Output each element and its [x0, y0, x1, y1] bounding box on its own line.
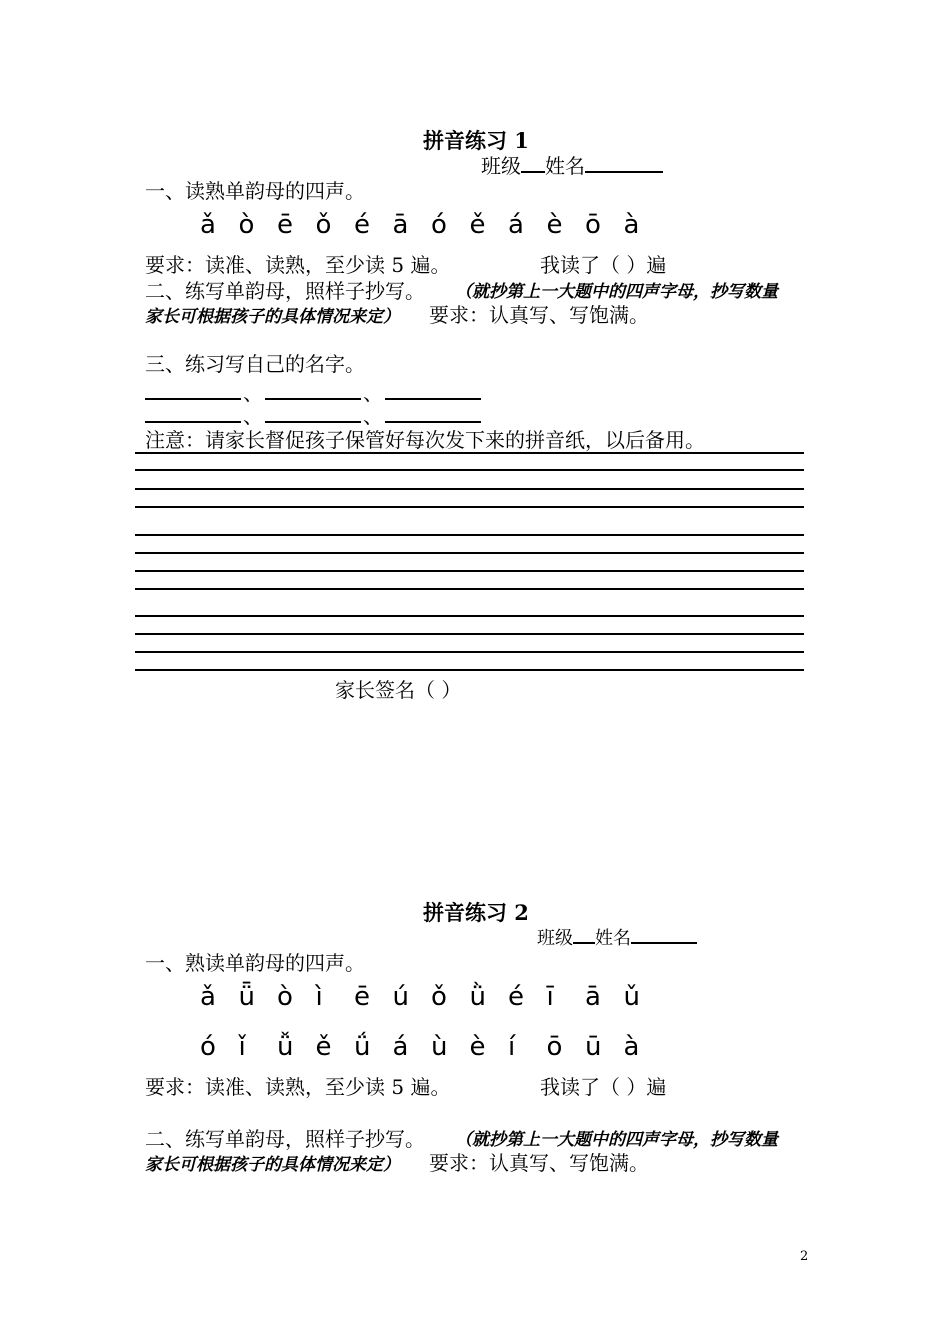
writing-line [135, 615, 804, 617]
pinyin-letter: è [546, 210, 563, 240]
pinyin-letter: é [508, 982, 524, 1012]
section1-pinyin-row [200, 210, 662, 240]
name-blank-4[interactable] [145, 421, 241, 423]
writing-line [135, 588, 804, 590]
separator: 、 [363, 404, 383, 428]
pinyin-letter: ō [585, 210, 601, 240]
pinyin-letter: á [508, 210, 524, 240]
class-blank[interactable] [573, 942, 595, 944]
section1-requirement: 要求：读准、读熟，至少读 5 遍。 [145, 253, 451, 277]
section2-q2-requirement: 要求：认真写、写饱满。 [429, 1151, 649, 1175]
section1-q3-heading: 三、练习写自己的名字。 [145, 352, 365, 376]
section1-q2-requirement: 要求：认真写、写饱满。 [429, 303, 649, 327]
section1-notice: 注意：请家长督促孩子保管好每次发下来的拼音纸，以后备用。 [145, 428, 705, 452]
pinyin-letter: ē [354, 982, 370, 1012]
pinyin-letter: ē [277, 210, 293, 240]
writing-line [135, 669, 804, 671]
name-blank[interactable] [631, 942, 697, 944]
pinyin-letter: è [469, 1032, 486, 1062]
writing-line [135, 570, 804, 572]
pinyin-letter: ǖ [238, 982, 255, 1012]
class-label: 班级 [481, 154, 521, 178]
writing-line [135, 506, 804, 508]
section2-pinyin-row-1 [200, 982, 662, 1012]
pinyin-letter: ó [200, 1032, 216, 1062]
section2-q1-heading: 一、熟读单韵母的四声。 [145, 951, 365, 975]
name-label: 姓名 [545, 154, 585, 178]
class-blank[interactable] [521, 171, 545, 173]
writing-line [135, 469, 804, 471]
section2-requirement: 要求：读准、读熟，至少读 5 遍。 [145, 1075, 451, 1099]
pinyin-letter: ā [585, 982, 601, 1012]
writing-line [135, 452, 804, 454]
separator: 、 [243, 381, 263, 405]
section2-q2-heading: 二、练写单韵母，照样子抄写。 [145, 1127, 425, 1151]
parent-signature: 家长签名（ ） [335, 678, 462, 702]
separator: 、 [243, 404, 263, 428]
name-blank[interactable] [585, 171, 663, 173]
class-label: 班级 [537, 928, 573, 949]
pinyin-letter: ó [431, 210, 447, 240]
pinyin-letter: í [508, 1032, 516, 1062]
pinyin-letter: ì [315, 982, 323, 1012]
pinyin-letter: ù [431, 1032, 448, 1062]
section1-q2-heading: 二、练写单韵母，照样子抄写。 [145, 279, 425, 303]
section2-pinyin-row-2 [200, 1032, 662, 1062]
pinyin-letter: à [623, 1032, 640, 1062]
pinyin-letter: ǔ [623, 982, 640, 1012]
pinyin-letter: á [392, 1032, 409, 1062]
pinyin-letter: ǎ [200, 982, 216, 1012]
pinyin-letter: ǒ [431, 982, 447, 1012]
section1-title: 拼音练习 1 [423, 128, 529, 153]
section2-read-count: 我读了（ ）遍 [540, 1075, 667, 1099]
pinyin-letter: ū [585, 1032, 602, 1062]
section1-q2-note-line1: （就抄第上一大题中的四声字母，抄写数量 [455, 282, 778, 302]
section2-q2-note-line2: 家长可根据孩子的具体情况来定） [145, 1155, 400, 1175]
pinyin-letter: ǘ [354, 1032, 371, 1062]
page-number: 2 [800, 1249, 809, 1264]
writing-line [135, 488, 804, 490]
writing-line [135, 534, 804, 536]
pinyin-letter: ī [546, 982, 554, 1012]
name-label: 姓名 [595, 928, 631, 949]
pinyin-letter: ǎ [200, 210, 216, 240]
name-blank-6[interactable] [385, 421, 481, 423]
pinyin-letter: ò [277, 982, 293, 1012]
pinyin-letter: ò [238, 210, 255, 240]
section2-title: 拼音练习 2 [423, 900, 529, 925]
name-blank-5[interactable] [265, 421, 361, 423]
pinyin-letter: ǐ [238, 1032, 246, 1062]
section2-q2-note-line1: （就抄第上一大题中的四声字母，抄写数量 [455, 1130, 778, 1150]
section1-read-count: 我读了（ ）遍 [540, 253, 667, 277]
pinyin-letter: é [354, 210, 370, 240]
section1-q2-note-line2: 家长可根据孩子的具体情况来定） [145, 307, 400, 327]
pinyin-letter: ǜ [469, 982, 486, 1012]
section1-q1-heading: 一、读熟单韵母的四声。 [145, 179, 365, 203]
pinyin-letter: ā [392, 210, 409, 240]
pinyin-letter: ú [392, 982, 409, 1012]
writing-line [135, 552, 804, 554]
pinyin-letter: ě [469, 210, 486, 240]
section1-class-name-line [481, 150, 663, 179]
pinyin-letter: à [623, 210, 640, 240]
separator: 、 [363, 381, 383, 405]
writing-line [135, 633, 804, 635]
pinyin-letter: ǚ [277, 1032, 294, 1062]
section2-class-name-line [537, 924, 697, 950]
pinyin-letter: ō [546, 1032, 563, 1062]
pinyin-letter: ǒ [315, 210, 332, 240]
pinyin-letter: ě [315, 1032, 332, 1062]
writing-line [135, 651, 804, 653]
